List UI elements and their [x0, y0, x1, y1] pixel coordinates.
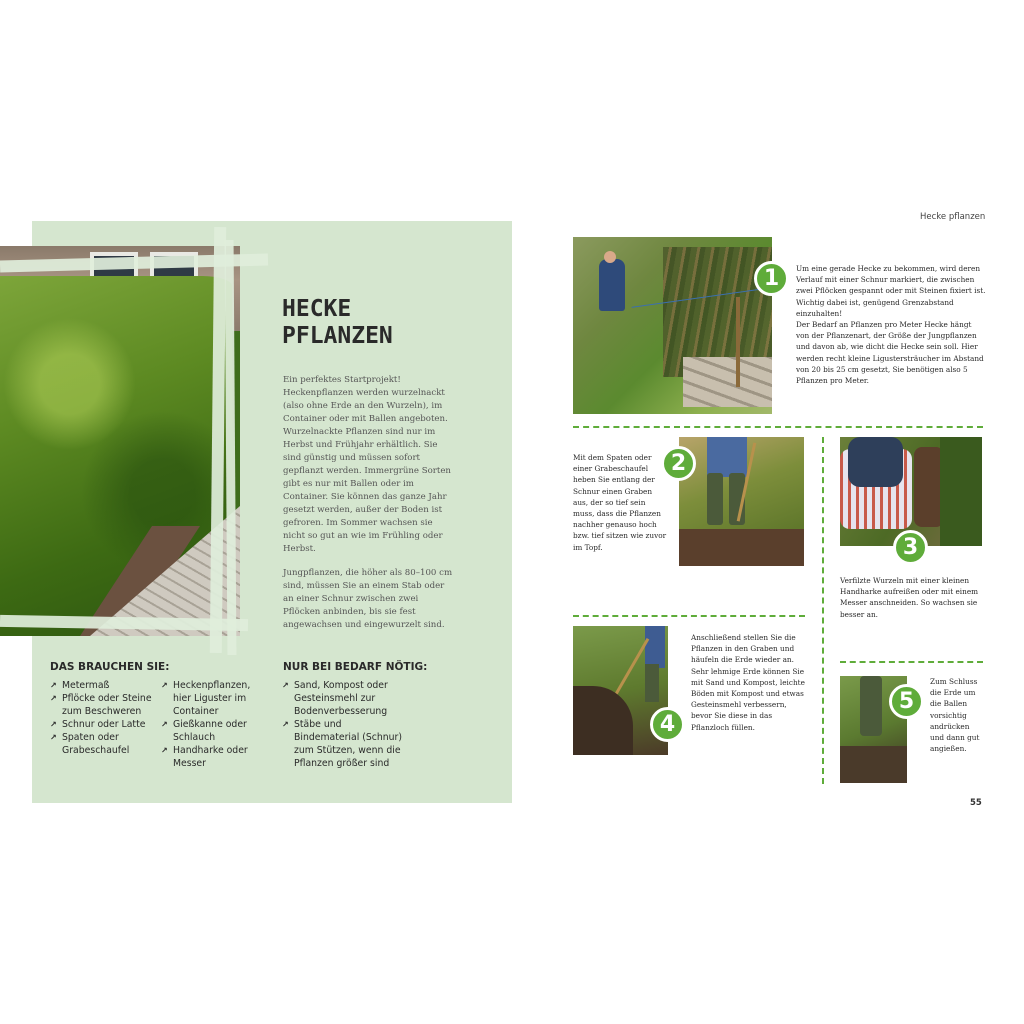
- soil: [840, 746, 907, 783]
- step-paragraph: Um eine gerade Hecke zu bekommen, wird deren Verlauf mit einer Schnur markiert, die zwischen zwei Pflöcken gespannt oder mit Steinen fixiert ist. Wichtig dabei ist, genügend Grenzabstand einzuhalten!: [796, 264, 986, 318]
- list-item: ↗ Heckenpflanzen, hier Liguster im Container: [161, 679, 266, 718]
- step-paragraph: Der Bedarf an Pflanzen pro Meter Hecke hängt von der Pflanzenart, der Größe der Jungpflanzen und davon ab, wie dicht die Hecke sein soll. Hier werden recht kleine Ligustersträucher im Abstand von 20 bis 25 cm gesetzt, Sie benötigen also 5 Pflanzen pro Meter.: [796, 320, 984, 386]
- step1-photo: [573, 237, 772, 414]
- step-badge-2: 2: [661, 446, 696, 481]
- step2-photo: [679, 437, 804, 566]
- step3-text: Verfilzte Wurzeln mit einer kleinen Handharke aufreißen oder mit einem Messer anschneiden. So wachsen sie besser an.: [840, 576, 979, 619]
- jeans: [645, 626, 665, 668]
- title-line: PFLANZEN: [282, 323, 393, 349]
- list-item: ↗ Metermaß: [50, 679, 155, 692]
- jeans: [707, 437, 747, 477]
- boot: [860, 676, 882, 736]
- trench: [679, 529, 804, 566]
- gardener: [599, 259, 625, 311]
- title-line: HECKE: [282, 296, 352, 322]
- list-item: ↗ Handharke oder Messer: [161, 744, 266, 770]
- needs-list-1: [50, 679, 155, 757]
- list-item: ↗ Schnur oder Latte: [50, 718, 155, 731]
- step-badge-1: 1: [754, 261, 789, 296]
- page-number: 55: [970, 798, 982, 808]
- list-item: ↗ Stäbe und Bindematerial (Schnur) zum Stützen, wenn die Pflanzen größer sind: [282, 718, 402, 770]
- step-badge-3: 3: [893, 530, 928, 565]
- separator: [840, 661, 983, 663]
- step4-text: Anschließend stellen Sie die Pflanzen in den Graben und häufeln die Erde wieder an. Sehr lehmige Erde können Sie mit Sand und Kompost, leichte Böden mit Kompost und etwas Gesteinsmehl verbessern, bevor Sie diese in das Pflanzloch füllen.: [691, 633, 805, 732]
- optional-list: [282, 679, 402, 770]
- intro-paragraph: Ein perfektes Startprojekt! Heckenpflanzen werden wurzelnackt (also ohne Erde an den Wurzeln), im Container oder mit Ballen angeboten. Wurzelnackte Pflanzen sind nur im Herbst und Frühjahr erhältlich. Sie sind günstig und müssen sofort gepflanzt werden. Immergrüne Sorten gibt es nur mit Ballen oder im Container. Sie können das ganze Jahr gesetzt werden, außer der Boden ist gefroren. Im Sommer wachsen sie nicht so gut an wie im Frühling oder Herbst.: [283, 375, 451, 554]
- list-item: ↗ Gießkanne oder Schlauch: [161, 718, 266, 744]
- separator: [573, 426, 983, 428]
- soil-mound: [573, 686, 633, 755]
- step-badge-5: 5: [889, 684, 924, 719]
- page-title: [282, 296, 502, 350]
- list-item: ↗ Pflöcke oder Steine zum Beschweren: [50, 692, 155, 718]
- separator: [573, 615, 805, 617]
- boot: [707, 473, 723, 525]
- stone-edge: [683, 357, 772, 407]
- list-item: ↗ Sand, Kompost oder Gesteinsmehl zur Bodenverbesserung: [282, 679, 402, 718]
- spade-handle: [612, 638, 650, 700]
- optional-heading: NUR BEI BEDARF NÖTIG:: [283, 661, 428, 673]
- needs-heading: DAS BRAUCHEN SIE:: [50, 661, 170, 673]
- running-header: Hecke pflanzen: [920, 212, 986, 222]
- plant: [940, 437, 982, 546]
- gardener-head: [604, 251, 616, 263]
- boot: [645, 664, 659, 702]
- needs-list-2: [161, 679, 266, 770]
- stake: [736, 297, 740, 387]
- intro-paragraph: Jungpflanzen, die höher als 80–100 cm sind, müssen Sie an einem Stab oder an einer Schnur zwischen zwei Pflöcken anbinden, bis sie fest angewachsen und eingewurzelt sind.: [283, 568, 453, 630]
- step5-text: Zum Schluss die Erde um die Ballen vorsichtig andrücken und dann gut angießen.: [930, 677, 980, 754]
- step-badge-4: 4: [650, 707, 685, 742]
- hedge-photo: [0, 246, 240, 636]
- step2-text: Mit dem Spaten oder einer Grabeschaufel heben Sie entlang der Schnur einen Graben aus, der so tief sein muss, dass die Pflanzen nachher genauso hoch bzw. tief sitzen wie zuvor im Topf.: [573, 453, 667, 552]
- vest: [848, 437, 903, 487]
- step1-text: [796, 263, 986, 386]
- intro-text: [283, 374, 455, 632]
- separator: [822, 437, 824, 784]
- list-item: ↗ Spaten oder Grabeschaufel: [50, 731, 155, 757]
